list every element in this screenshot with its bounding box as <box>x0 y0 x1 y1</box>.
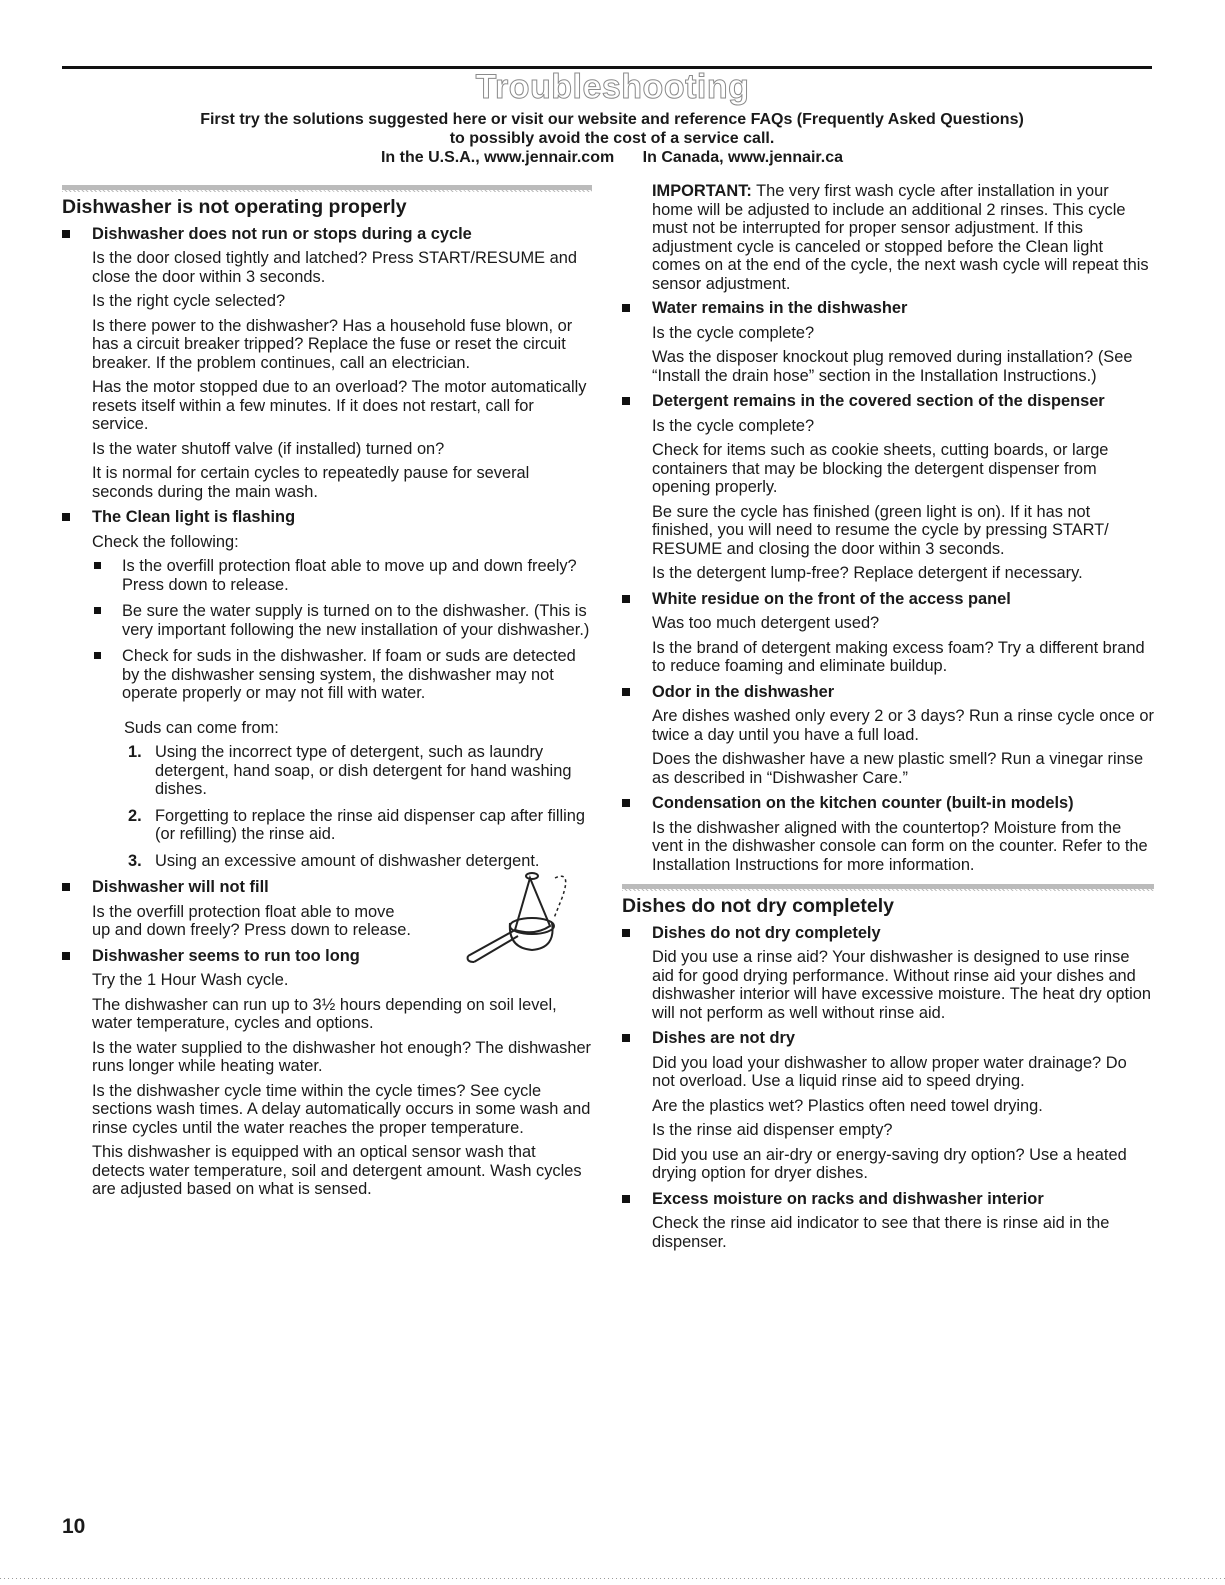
paragraph: Is the brand of detergent making excess foam? Try a different brand to reduce foaming and eliminate buildup. <box>652 638 1145 675</box>
paragraph: Check for items such as cookie sheets, cutting boards, or large containers that may be blocking the detergent dispenser from opening properly. <box>652 441 1109 496</box>
number-label: 3. <box>128 851 142 870</box>
bullet-icon <box>622 688 630 696</box>
paragraph: Is the dishwasher aligned with the countertop? Moisture from the vent in the dishwasher console can form on the counter. Refer to the Installation Instructions for more information. <box>652 818 1148 874</box>
bullet-icon <box>622 304 630 312</box>
paragraph: Did you load your dishwasher to allow proper water drainage? Do not overload. Use a liquid rinse aid to speed drying. <box>652 1053 1127 1090</box>
sub-item-text: Be sure the water supply is turned on to the dishwasher. (This is very important following the new installation of your dishwasher.) <box>122 602 590 639</box>
paragraph: Is the rinse aid dispenser empty? <box>652 1121 893 1139</box>
paragraph: Check the following: <box>92 532 239 551</box>
paragraph: Is the dishwasher cycle time within the cycle times? See cycle sections wash times. A delay automatically occurs in some wash and rinse cycles until the water reaches the proper temperature. <box>92 1081 591 1137</box>
list-item <box>622 1029 1154 1183</box>
paragraph: Was the disposer knockout plug removed during installation? (See “Install the drain hose” section in the Installation Instructions.) <box>652 348 1133 385</box>
paragraph: Does the dishwasher have a new plastic smell? Run a vinegar rinse as described in “Dishwasher Care.” <box>652 750 1144 787</box>
sub-item <box>92 557 592 594</box>
numbered-text: Using an excessive amount of dishwasher detergent. <box>155 851 540 870</box>
list-item <box>622 299 1154 385</box>
paragraph: Check the rinse aid indicator to see that there is rinse aid in the dispenser. <box>652 1214 1110 1251</box>
list-item <box>622 924 1154 1023</box>
intro-line2: to possibly avoid the cost of a service call. <box>449 130 775 147</box>
bullet-icon <box>622 799 630 807</box>
bullet-icon <box>94 562 101 569</box>
item-title: Odor in the dishwasher <box>652 682 835 701</box>
list-item <box>62 508 592 870</box>
bullet-icon <box>622 595 630 603</box>
paragraph: It is normal for certain cycles to repeatedly pause for several seconds during the main wash. <box>92 464 530 501</box>
bullet-icon <box>62 952 70 960</box>
important-note <box>622 182 1154 293</box>
section-title: Dishes do not dry completely <box>622 895 894 917</box>
left-column <box>62 185 592 1206</box>
list-item <box>62 947 592 1199</box>
item-title: Dishwasher does not run or stops during a cycle <box>92 224 472 243</box>
sub-item-text: Is the overfill protection float able to move up and down freely? Press down to release. <box>122 557 577 594</box>
paragraph: Are dishes washed only every 2 or 3 days? Run a rinse cycle once or twice a day until you have a full load. <box>652 707 1154 744</box>
paragraph: Be sure the cycle has finished (green light is on). If it has not finished, you will need to resume the cycle by pressing START/ RESUME and closing the door within 3 seconds. <box>652 502 1109 558</box>
item-title: Detergent remains in the covered section of the dispenser <box>652 392 1105 410</box>
paragraph: Is there power to the dishwasher? Has a household fuse blown, or has a circuit breaker tripped? Replace the fuse or reset the circuit breaker. If the problem continues, call an electrician. <box>92 316 573 372</box>
suds-intro: Suds can come from: <box>124 718 279 737</box>
paragraph: Did you use a rinse aid? Your dishwasher is designed to use rinse aid for good drying performance. Without rinse aid your dishes and dishwasher interior will have excessive moisture. The heat dry option will not perform as well without rinse aid. <box>652 948 1151 1022</box>
right-column <box>622 182 1154 1258</box>
section-divider <box>622 884 1154 891</box>
usa-link[interactable]: In the U.S.A., www.jennair.com <box>380 149 615 166</box>
list-item <box>62 878 592 940</box>
sub-item-text: Check for suds in the dishwasher. If foam or suds are detected by the dishwasher sensing system, the dishwasher may not operate properly or may not fill with water. <box>122 647 576 702</box>
paragraph: Is the overfill protection float able to move up and down freely? Press down to release. <box>92 902 411 939</box>
item-title: Water remains in the dishwasher <box>652 299 908 317</box>
bullet-icon <box>62 230 70 238</box>
numbered-text: Forgetting to replace the rinse aid dispenser cap after filling (or refilling) the rinse aid. <box>155 806 586 843</box>
item-title: Excess moisture on racks and dishwasher interior <box>652 1189 1044 1208</box>
number-label: 1. <box>128 743 142 761</box>
paragraph: Try the 1 Hour Wash cycle. <box>92 971 289 989</box>
item-title: Dishes are not dry <box>652 1029 796 1047</box>
bullet-icon <box>94 607 101 614</box>
sub-item <box>92 647 592 703</box>
list-item <box>62 225 592 502</box>
paragraph: Is the cycle complete? <box>652 416 815 435</box>
item-title: Dishwasher will not fill <box>92 878 269 896</box>
page-number: 10 <box>62 1515 86 1538</box>
important-label: IMPORTANT: <box>652 182 752 200</box>
intro-line1: First try the solutions suggested here or visit our website and reference FAQs (Frequently Asked Questions) <box>200 111 1024 128</box>
bullet-icon <box>62 513 70 521</box>
item-title: White residue on the front of the access panel <box>652 589 1011 608</box>
section-divider <box>62 185 592 192</box>
intro <box>62 110 1162 167</box>
numbered-text: Using the incorrect type of detergent, such as laundry detergent, hand soap, or dish detergent for hand washing dishes. <box>155 743 572 798</box>
bullet-icon <box>622 1195 630 1203</box>
list-item <box>622 683 1154 788</box>
paragraph: Is the water shutoff valve (if installed) turned on? <box>92 439 445 458</box>
bottom-border <box>0 1578 1225 1579</box>
paragraph: Is the cycle complete? <box>652 323 815 342</box>
canada-link[interactable]: In Canada, www.jennair.ca <box>642 149 844 166</box>
important-text: The very first wash cycle after installation in your home will be adjusted to include an additional 2 rinses. This cycle must not be interrupted for proper sensor adjustment. If this adjustment cycle is canceled or stopped before the Clean light comes on at the end of the cycle, the next wash cycle will repeat this sensor adjustment. <box>652 182 1149 293</box>
page-title: Troubleshooting <box>475 68 750 106</box>
paragraph: The dishwasher can run up to 3½ hours depending on soil level, water temperature, cycles and options. <box>92 995 557 1032</box>
numbered-item <box>124 743 592 799</box>
list-item <box>622 794 1154 874</box>
item-title: Condensation on the kitchen counter (built-in models) <box>652 794 1074 812</box>
paragraph: Did you use an air-dry or energy-saving dry option? Use a heated drying option for dryer dishes. <box>652 1145 1127 1182</box>
list-item <box>622 1190 1154 1252</box>
list-item <box>622 590 1154 676</box>
sub-item <box>92 602 592 639</box>
bullet-icon <box>622 397 630 405</box>
paragraph: Is the right cycle selected? <box>92 292 286 310</box>
paragraph: Are the plastics wet? Plastics often need towel drying. <box>652 1096 1043 1115</box>
list-item <box>622 392 1154 583</box>
paragraph: Is the detergent lump-free? Replace detergent if necessary. <box>652 564 1083 582</box>
bullet-icon <box>62 883 70 891</box>
suds-list <box>92 719 592 871</box>
item-title: The Clean light is flashing <box>92 508 296 526</box>
numbered-item <box>124 807 592 844</box>
section-title: Dishwasher is not operating properly <box>62 196 407 218</box>
item-title: Dishes do not dry completely <box>652 923 881 942</box>
paragraph: This dishwasher is equipped with an optical sensor wash that detects water temperature, soil and detergent amount. Wash cycles are adjusted based on what is sensed. <box>92 1143 582 1198</box>
bullet-icon <box>622 929 630 937</box>
number-label: 2. <box>128 806 142 825</box>
intro-links <box>62 148 1162 167</box>
paragraph: Is the door closed tightly and latched? Press START/RESUME and close the door within 3 seconds. <box>92 249 577 286</box>
bullet-icon <box>622 1034 630 1042</box>
paragraph: Has the motor stopped due to an overload? The motor automatically resets itself within a few minutes. If it does not restart, call for service. <box>92 378 587 433</box>
paragraph: Is the water supplied to the dishwasher hot enough? The dishwasher runs longer while heating water. <box>92 1038 592 1075</box>
paragraph: Was too much detergent used? <box>652 614 880 632</box>
bullet-icon <box>94 652 101 659</box>
item-title: Dishwasher seems to run too long <box>92 946 360 965</box>
